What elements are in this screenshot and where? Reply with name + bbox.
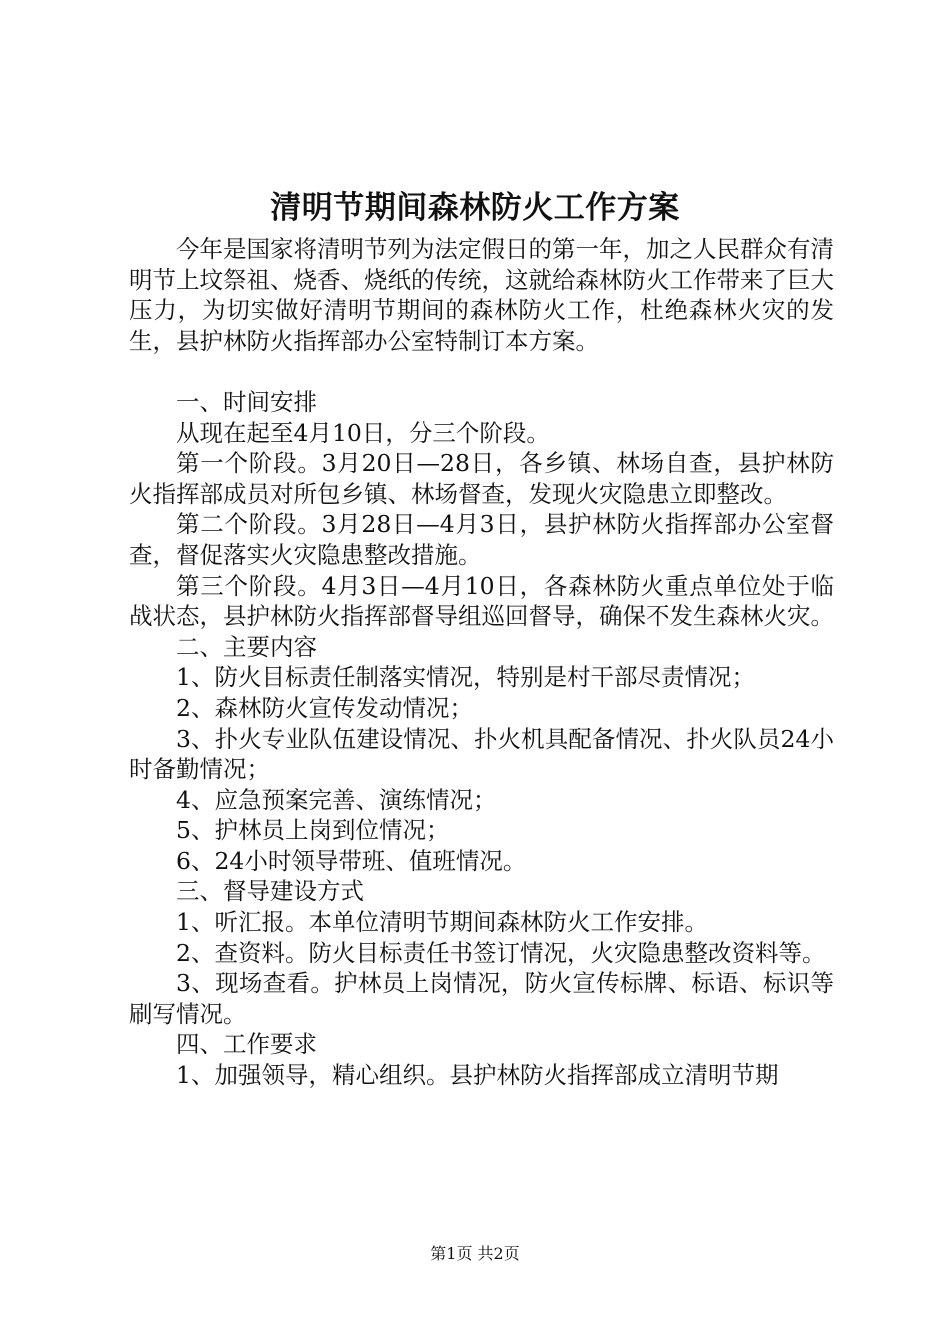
list-item-method-1: 1、听汇报。本单位清明节期间森林防火工作安排。 (176, 908, 708, 937)
paragraph-intro: 今年是国家将清明节列为法定假日的第一年，加之人民群众有清明节上坟祭祖、烧香、烧纸的传统，这就给森林防火工作带来了巨大压力，为切实做好清明节期间的森林防火工作，杜绝森林火灾的发生，县护林防火指挥部办公室特制订本方案。 (129, 235, 834, 355)
document-body (129, 234, 834, 1091)
list-item-content-5: 5、护林员上岗到位情况； (176, 816, 450, 845)
list-item-content-3: 3、扑火专业队伍建设情况、扑火机具配备情况、扑火队员24小时备勤情况； (129, 724, 834, 784)
page-footer: 第1页 共2页 (430, 1244, 520, 1263)
list-item-method-2: 2、查资料。防火目标责任书签订情况，火灾隐患整改资料等。 (176, 938, 826, 967)
section-heading-method: 三、督导建设方式 (176, 877, 364, 906)
section-heading-schedule: 一、时间安排 (176, 387, 317, 416)
section-heading-requirements: 四、工作要求 (176, 1030, 317, 1059)
list-item-content-1: 1、防火目标责任制落实情况，特别是村干部尽责情况； (176, 663, 755, 692)
list-item-content-6: 6、24小时领导带班、值班情况。 (176, 846, 527, 875)
section-heading-content: 二、主要内容 (176, 632, 317, 661)
list-item-requirement-1: 1、加强领导，精心组织。县护林防火指挥部成立清明节期 (176, 1061, 779, 1090)
list-item-method-3: 3、现场查看。护林员上岗情况，防火宣传标牌、标语、标识等刷写情况。 (129, 969, 834, 1028)
list-item-content-2: 2、森林防火宣传发动情况； (176, 693, 473, 722)
paragraph-stage-1: 第一个阶段。3月20日—28日，各乡镇、林场自查，县护林防火指挥部成员对所包乡镇、林场督查，发现火灾隐患立即整改。 (129, 449, 834, 508)
paragraph-stage-3: 第三个阶段。4月3日—4月10日，各森林防火重点单位处于临战状态，县护林防火指挥部督导组巡回督导，确保不发生森林火灾。 (129, 571, 834, 631)
document-title: 清明节期间森林防火工作方案 (270, 190, 680, 226)
paragraph-schedule-summary: 从现在起至4月10日，分三个阶段。 (176, 418, 550, 447)
paragraph-stage-2: 第二个阶段。3月28日—4月3日，县护林防火指挥部办公室督查，督促落实火灾隐患整改措施。 (129, 510, 834, 569)
paragraph-gap (129, 356, 834, 387)
list-item-content-4: 4、应急预案完善、演练情况； (176, 785, 497, 814)
